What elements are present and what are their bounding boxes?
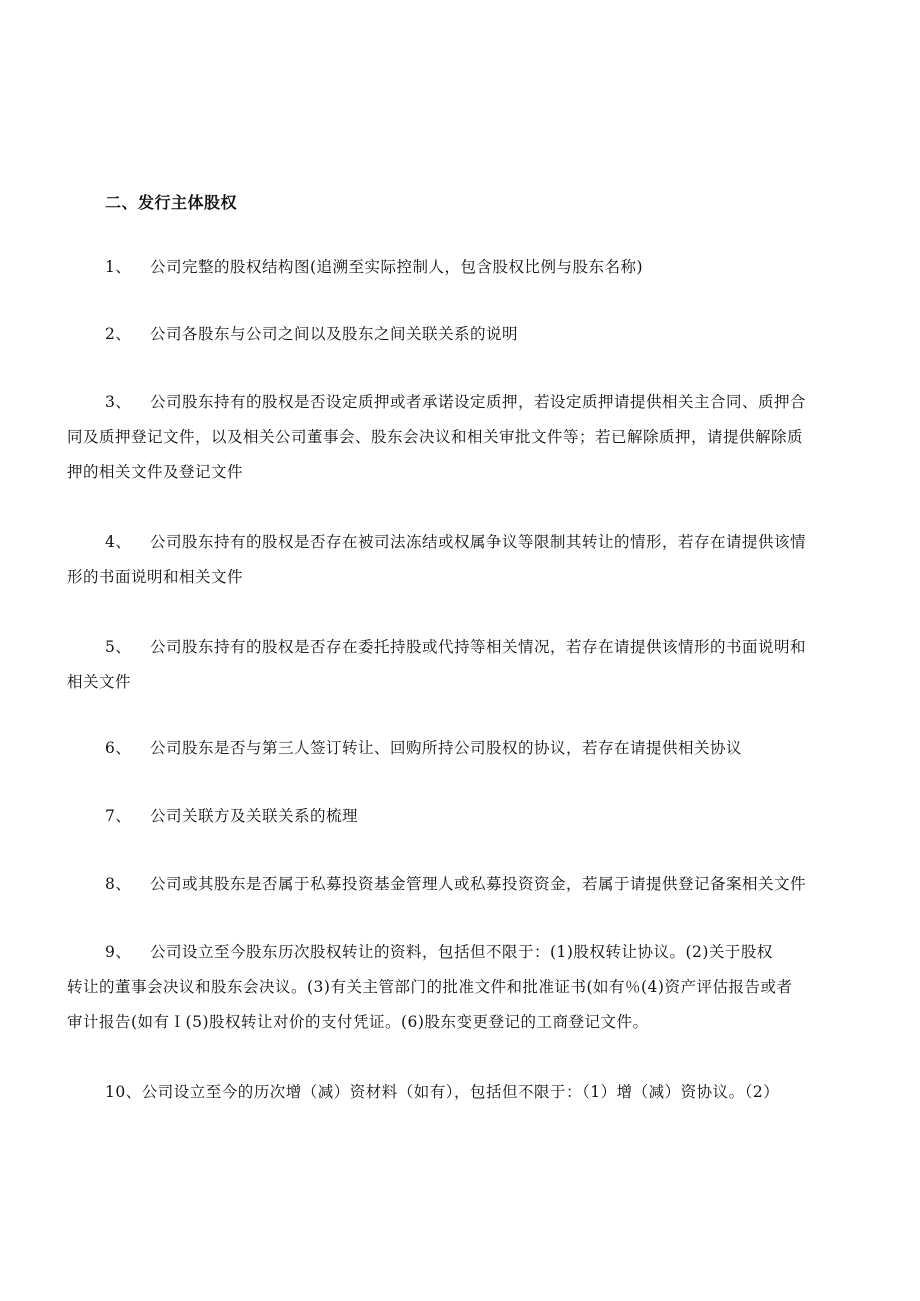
item-number: 1、 — [105, 258, 132, 276]
item-text: 公司股东持有的股权是否存在委托持股或代持等相关情况，若存在请提供该情形的书面说明和 — [150, 638, 807, 656]
item-text: 公司股东持有的股权是否存在被司法冻结或权属争议等限制其转让的情形，若存在请提供该情 — [150, 533, 807, 551]
item-number: 8、 — [105, 875, 132, 893]
item-text: 公司各股东与公司之间以及股东之间关联关系的说明 — [150, 325, 519, 343]
item-text-continuation: 转让的董事会决议和股东会决议。(3)有关主管部门的批准文件和批准证书(如有％(4)资产评估报告或者 — [67, 978, 793, 996]
item-number: 7、 — [105, 807, 132, 825]
item-text-continuation: 同及质押登记文件，以及相关公司董事会、股东会决议和相关审批文件等；若已解除质押，请提供解除质 — [67, 428, 804, 446]
list-item-2 — [67, 317, 857, 352]
item-text: 公司设立至今股东历次股权转让的资料，包括但不限于：(1)股权转让协议。(2)关于股权 — [150, 943, 773, 961]
item-number: 4、 — [105, 533, 132, 551]
list-item-1 — [67, 250, 857, 285]
list-item-9 — [67, 935, 857, 1040]
item-number: 9、 — [105, 943, 132, 961]
item-text-continuation: 相关文件 — [67, 673, 132, 691]
item-number: 5、 — [105, 638, 132, 656]
item-text: 公司完整的股权结构图(追溯至实际控制人，包含股权比例与股东名称) — [150, 258, 644, 276]
item-number: 10、 — [105, 1083, 142, 1101]
item-text-continuation: 押的相关文件及登记文件 — [67, 463, 244, 481]
list-item-6 — [67, 731, 857, 766]
list-item-4 — [67, 525, 857, 595]
item-number: 2、 — [105, 325, 132, 343]
item-text: 公司股东持有的股权是否设定质押或者承诺设定质押，若设定质押请提供相关主合同、质押合 — [150, 393, 807, 411]
list-item-8 — [67, 867, 857, 902]
item-number: 3、 — [105, 393, 132, 411]
list-item-5 — [67, 630, 857, 700]
list-item-10 — [67, 1075, 857, 1110]
list-item-7 — [67, 799, 857, 834]
section-heading: 二、发行主体股权 — [105, 193, 238, 212]
list-item-3 — [67, 385, 857, 490]
item-text: 公司股东是否与第三人签订转让、回购所持公司股权的协议，若存在请提供相关协议 — [150, 739, 743, 757]
item-number: 6、 — [105, 739, 132, 757]
item-text: 公司设立至今的历次增（减）资材料（如有），包括但不限于：（1）增（减）资协议。（2） — [141, 1083, 780, 1101]
item-text-continuation: 形的书面说明和相关文件 — [67, 568, 244, 586]
item-text-continuation: 审计报告(如有Ｉ(5)股权转让对价的支付凭证。(6)股东变更登记的工商登记文件。 — [67, 1013, 649, 1031]
item-text: 公司或其股东是否属于私募投资基金管理人或私募投资资金，若属于请提供登记备案相关文件 — [150, 875, 807, 893]
item-text: 公司关联方及关联关系的梳理 — [150, 807, 359, 825]
